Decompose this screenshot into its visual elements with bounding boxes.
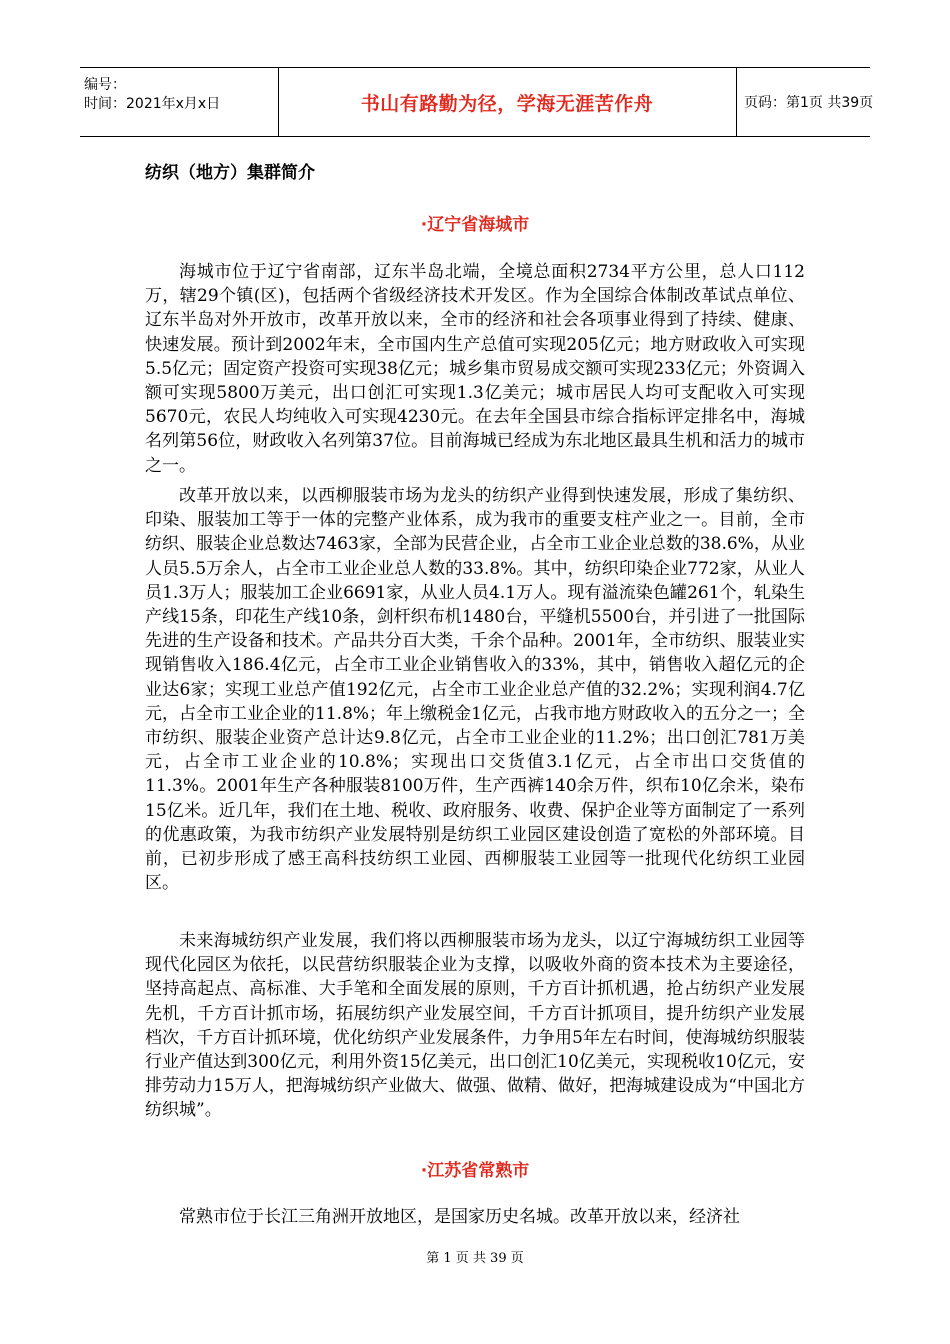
page-header [80, 67, 874, 137]
section-heading-changshu: ·江苏省常熟市 [420, 1161, 530, 1181]
page-footer: 第 1 页 共 39 页 [426, 1251, 524, 1266]
paragraph: 未来海城纺织产业发展，我们将以西柳服装市场为龙头，以辽宁海城纺织工业园等现代化园区为依托，以民营纺织服装企业为支撑，以吸收外商的资本技术为主要途径，坚持高起点、高标准、大手笔和全面发展的原则，千方百计抓机遇，抢占纺织产业发展先机，千方百计抓市场，拓展纺织产业发展空间，千方百计抓项目，提升纺织产业发展档次，千方百计抓环境，优化纺织产业发展条件，力争用5年左右时间，使海城纺织服装行业产值达到300亿元，利用外资15亿美元，出口创汇10亿美元，实现税收10亿元，安排劳动力15万人，把海城纺织产业做大、做强、做精、做好，把海城建设成为“中国北方纺织城”。 [145, 931, 805, 1121]
time-label: 时间：2021年x月x日 [84, 96, 221, 112]
header-motto: 书山有路勤为径，学海无涯苦作舟 [360, 92, 654, 115]
document-title: 纺织（地方）集群简介 [145, 163, 315, 183]
header-page-cell [736, 68, 874, 136]
header-meta [80, 68, 279, 136]
paragraph: 常熟市位于长江三角洲开放地区，是国家历史名城。改革开放以来，经济社 [179, 1207, 740, 1227]
number-label: 编号： [84, 77, 126, 93]
header-page-code: 页码：第1页 共39页 [744, 95, 874, 111]
section-heading-haicheng: ·辽宁省海城市 [420, 215, 530, 235]
header-motto-cell [278, 68, 737, 136]
paragraph: 改革开放以来，以西柳服装市场为龙头的纺织产业得到快速发展，形成了集纺织、印染、服装加工等于一体的完整产业体系，成为我市的重要支柱产业之一。目前，全市纺织、服装企业总数达7463家，全部为民营企业，占全市工业企业总数的38.6%，从业人员5.5万余人，占全市工业企业总人数的33.8%。其中，纺织印染企业772家，从业人员1.3万人；服装加工企业6691家，从业人员4.1万人。现有溢流染色罐261个，轧染生产线15条，印花生产线10条，剑杆织布机1480台，平缝机5500台，并引进了一批国际先进的生产设备和技术。产品共分百大类，千余个品种。2001年，全市纺织、服装业实现销售收入186.4亿元，占全市工业企业销售收入的33%，其中，销售收入超亿元的企业达6家；实现工业总产值192亿元，占全市工业企业总产值的32.2%；实现利润4.7亿元，占全市工业企业的11.8%；年上缴税金1亿元，占我市地方财政收入的五分之一；全市纺织、服装企业资产总计达9.8亿元，占全市工业企业的11.2%；出口创汇781万美元，占全市工业企业的10.8%；实现出口交货值3.1亿元，占全市出口交货值的11.3%。2001年生产各种服装8100万件，生产西裤140余万件，织布10亿余米，染布15亿米。近几年，我们在土地、税收、政府服务、收费、保护企业等方面制定了一系列的优惠政策，为我市纺织产业发展特别是纺织工业园区建设创造了宽松的外部环境。目前，已初步形成了感王高科技纺织工业园、西柳服装工业园等一批现代化纺织工业园区。 [145, 486, 806, 894]
paragraph: 海城市位于辽宁省南部，辽东半岛北端，全境总面积2734平方公里，总人口112万，辖29个镇(区)，包括两个省级经济技术开发区。作为全国综合体制改革试点单位、辽东半岛对外开放市，改革开放以来，全市的经济和社会各项事业得到了持续、健康、快速发展。预计到2002年末，全市国内生产总值可实现205亿元；地方财政收入可实现5.5亿元；固定资产投资可实现38亿元；城乡集市贸易成交额可实现233亿元；外资调入额可实现5800万美元，出口创汇可实现1.3亿美元；城市居民人均可支配收入可实现5670元，农民人均纯收入可实现4230元。在去年全国县市综合指标评定排名中，海城名列第56位，财政收入名列第37位。目前海城已经成为东北地区最具生机和活力的城市之一。 [145, 262, 805, 476]
